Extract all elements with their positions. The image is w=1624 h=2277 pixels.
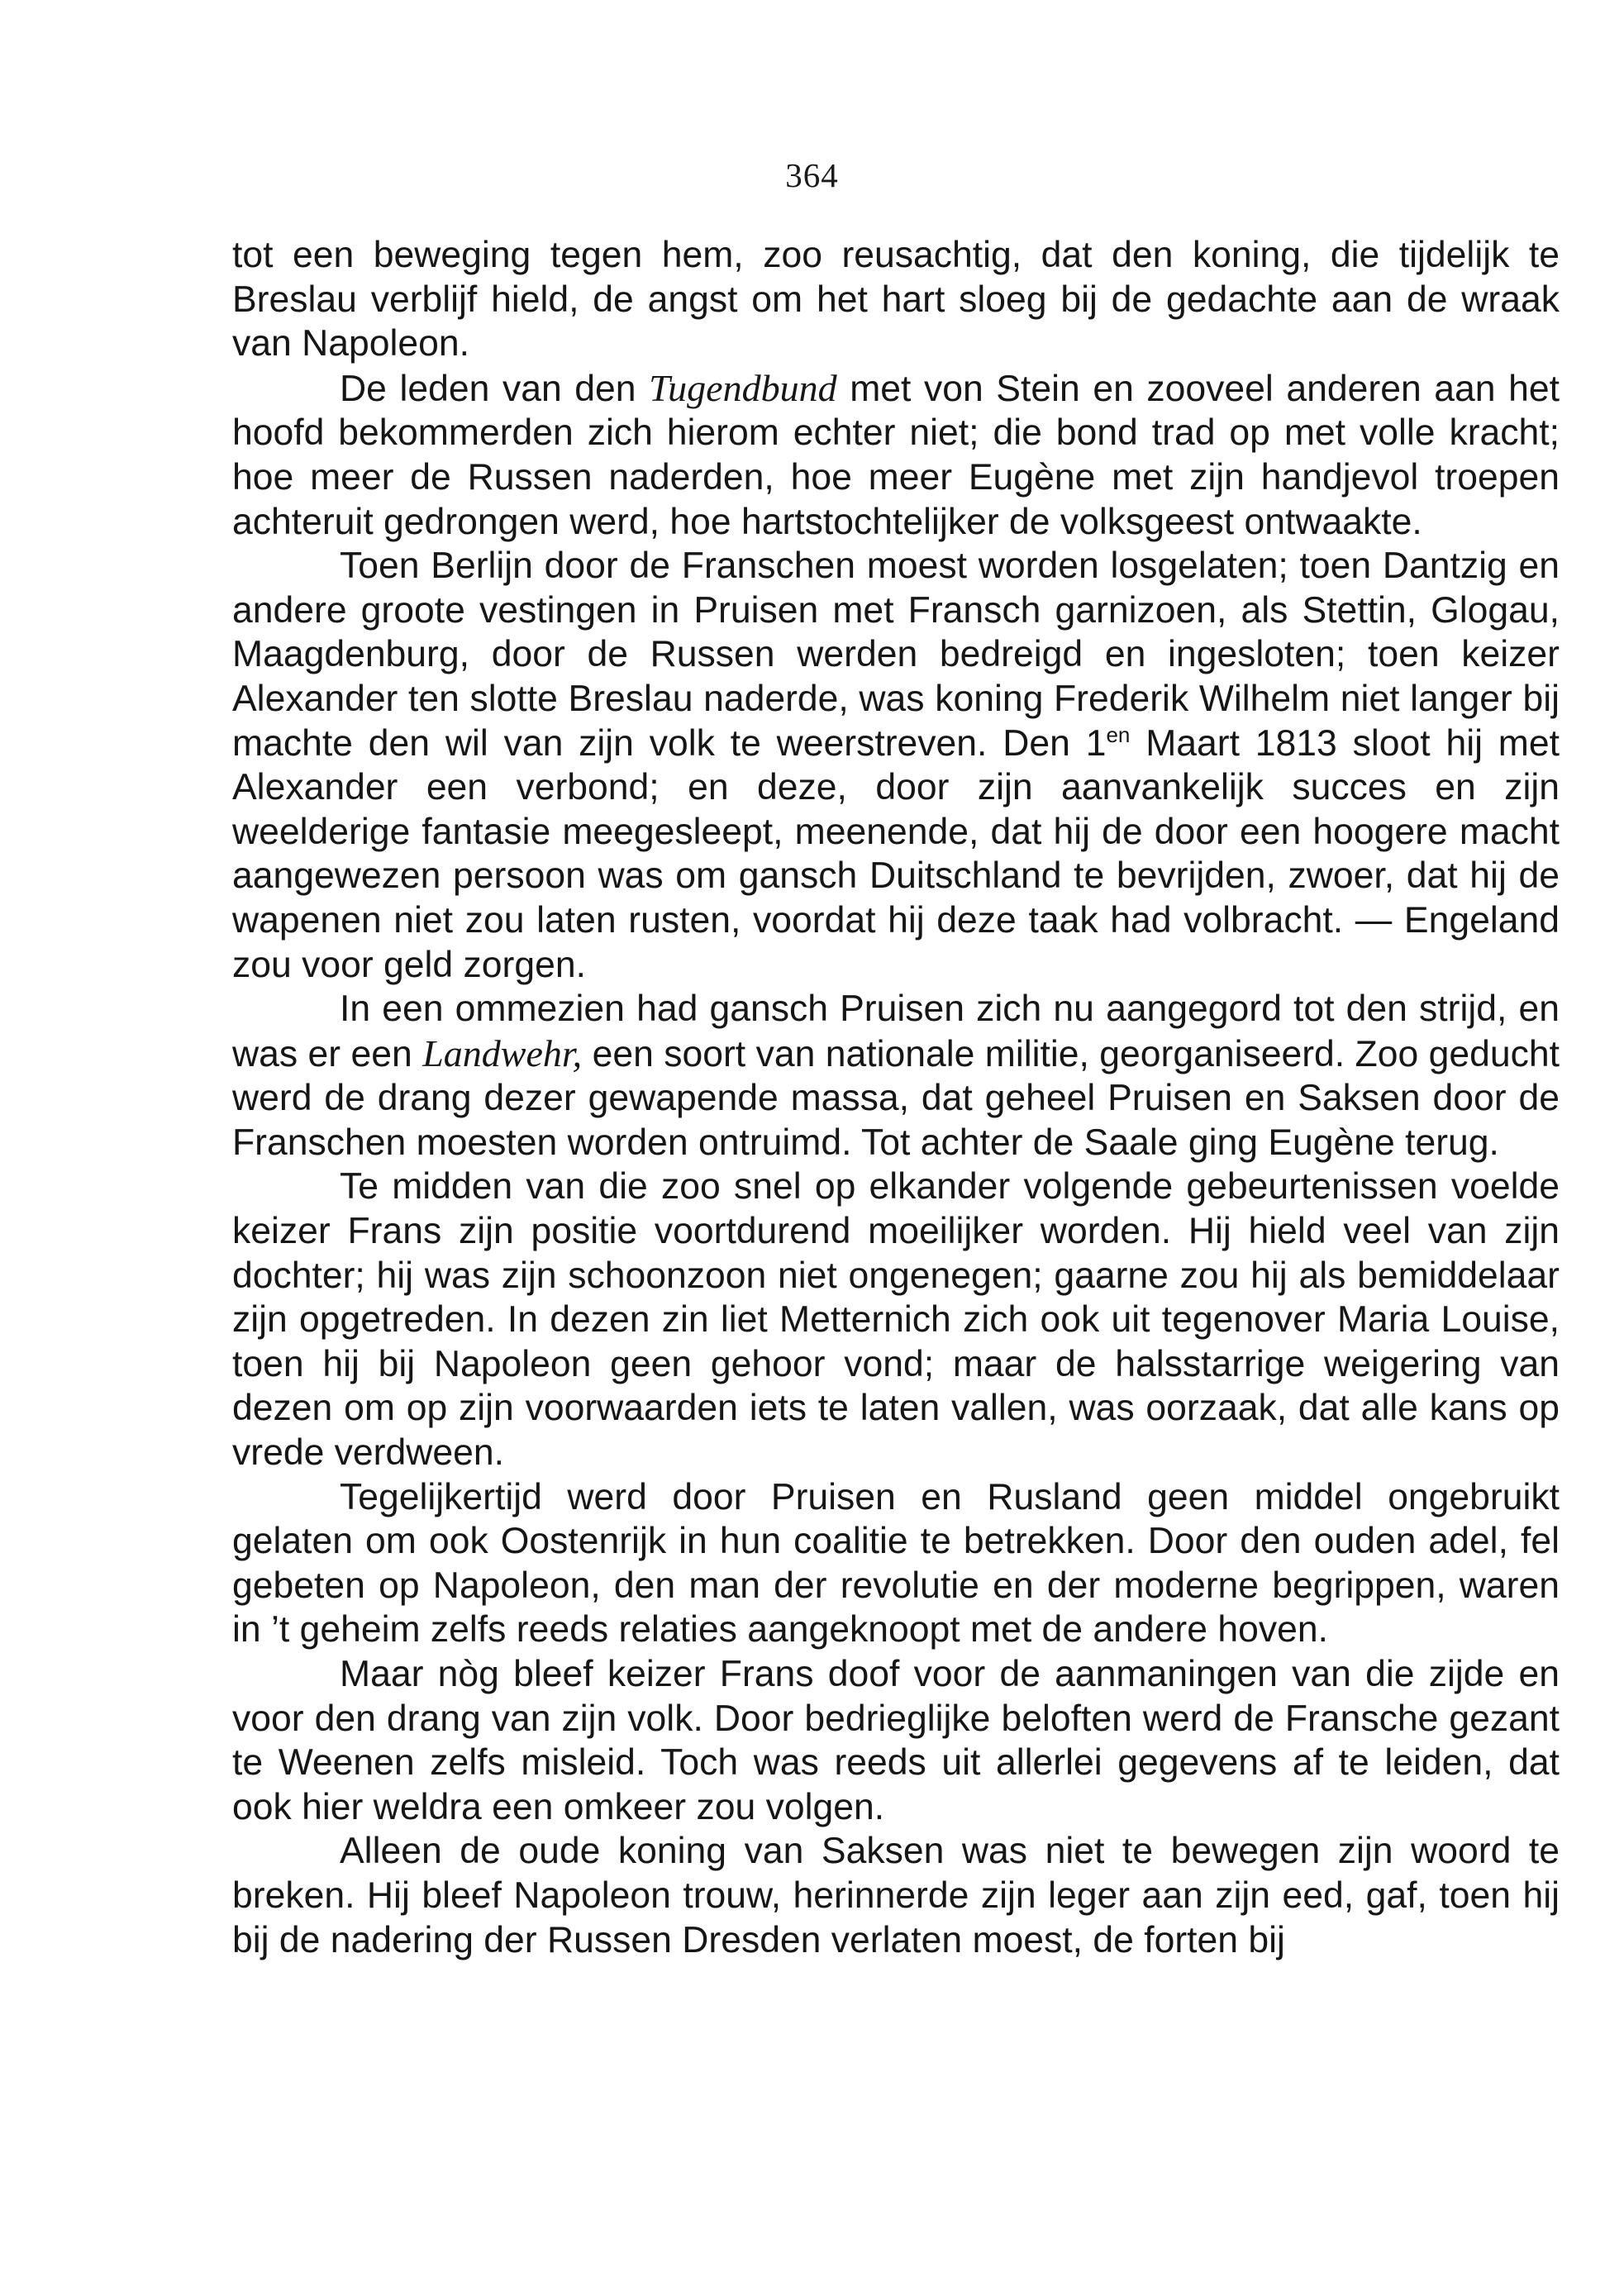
text-run: tot een beweging tegen hem, zoo reusachtig, dat den koning, die tijdelijk te Breslau verblijf hield, de angst om het hart sloeg bij de gedachte aan de wraak van Napoleon.	[232, 235, 1560, 364]
text-run: Maart 1813 sloot hij met Alexander een verbond; en deze, door zijn aanvankelijk succes en zijn weelderige fantasie meegesleept, meenende, dat hij de door een hoogere macht aangewezen persoon was om gansch Duitschland te bevrijden, zwoer, dat hij de wapenen niet zou laten rusten, voordat hij deze taak had volbracht. — Engeland zou voor geld zorgen.	[232, 722, 1560, 985]
text-run: In een ommezien had gansch Pruisen zich nu aangegord tot den strijd, en was er een	[232, 988, 1560, 1074]
text-run: De leden van den	[340, 368, 650, 409]
text-run: met von Stein en zooveel anderen aan het hoofd bekommerden zich hierom echter niet; die bond trad op met volle kracht; hoe meer de Russen naderden, hoe meer Eugène met zijn handjevol troepen achteruit gedrongen werd, hoe hartstochtelijker de volksgeest ontwaakte.	[232, 368, 1560, 542]
italic-term-tugendbund: Tugendbund	[649, 366, 837, 409]
paragraph-8	[232, 1829, 1560, 1962]
paragraph-1	[232, 233, 1560, 366]
text-run: Tegelijkertijd werd door Pruisen en Rusland geen middel ongebruikt gelaten om ook Oostenrijk in hun coalitie te betrekken. Door den ouden adel, fel gebeten op Napoleon, den man der revolutie en der moderne begrippen, waren in ’t geheim zelfs reeds relaties aangeknoopt met de andere hoven.	[232, 1476, 1560, 1651]
paragraph-7	[232, 1652, 1560, 1829]
paragraph-3	[232, 544, 1560, 987]
page-number: 364	[785, 156, 839, 194]
paragraph-2	[232, 366, 1560, 544]
text-run: een soort van nationale militie, georganiseerd. Zoo geducht werd de drang dezer gewapende massa, dat geheel Pruisen en Saksen door de Franschen moesten worden ontruimd. Tot achter de Saale ging Eugène terug.	[232, 1033, 1560, 1163]
italic-term-landwehr: Landwehr,	[422, 1031, 583, 1074]
paragraph-6	[232, 1475, 1560, 1652]
text-run: Maar nòg bleef keizer Frans doof voor de aanmaningen van die zijde en voor den drang van zijn volk. Door bedrieglijke beloften werd de Fransche gezant te Weenen zelfs misleid. Toch was reeds uit allerlei gegevens af te leiden, dat ook hier weldra een omkeer zou volgen.	[232, 1654, 1560, 1827]
paragraph-5	[232, 1165, 1560, 1474]
text-run: Alleen de oude koning van Saksen was niet te bewegen zijn woord te breken. Hij bleef Napoleon trouw, herinnerde zijn leger aan zijn eed, gaf, toen hij bij de nadering der Russen Dresden verlaten moest, de forten bij	[232, 1831, 1560, 1960]
text-run: Toen Berlijn door de Franschen moest worden losgelaten; toen Dantzig en andere groote vestingen in Pruisen met Fransch garnizoen, als Stettin, Glogau, Maagdenburg, door de Russen werden bedreigd en ingesloten; toen keizer Alexander ten slotte Breslau naderde, was koning Frederik Wilhelm niet langer bij machte den wil van zijn volk te weerstreven. Den 1	[232, 545, 1560, 764]
body-text	[232, 233, 1560, 1962]
paragraph-4	[232, 987, 1560, 1165]
superscript-ordinal: en	[1106, 722, 1131, 747]
text-run: Te midden van die zoo snel op elkander volgende gebeurtenissen voelde keizer Frans zijn positie voortdurend moeilijker worden. Hij hield veel van zijn dochter; hij was zijn schoonzoon niet ongenegen; gaarne zou hij als bemiddelaar zijn opgetreden. In dezen zin liet Metternich zich ook uit tegenover Maria Louise, toen hij bij Napoleon geen gehoor vond; maar de halsstarrige weigering van dezen om op zijn voorwaarden iets te laten vallen, was oorzaak, dat alle kans op vrede verdween.	[232, 1166, 1560, 1474]
